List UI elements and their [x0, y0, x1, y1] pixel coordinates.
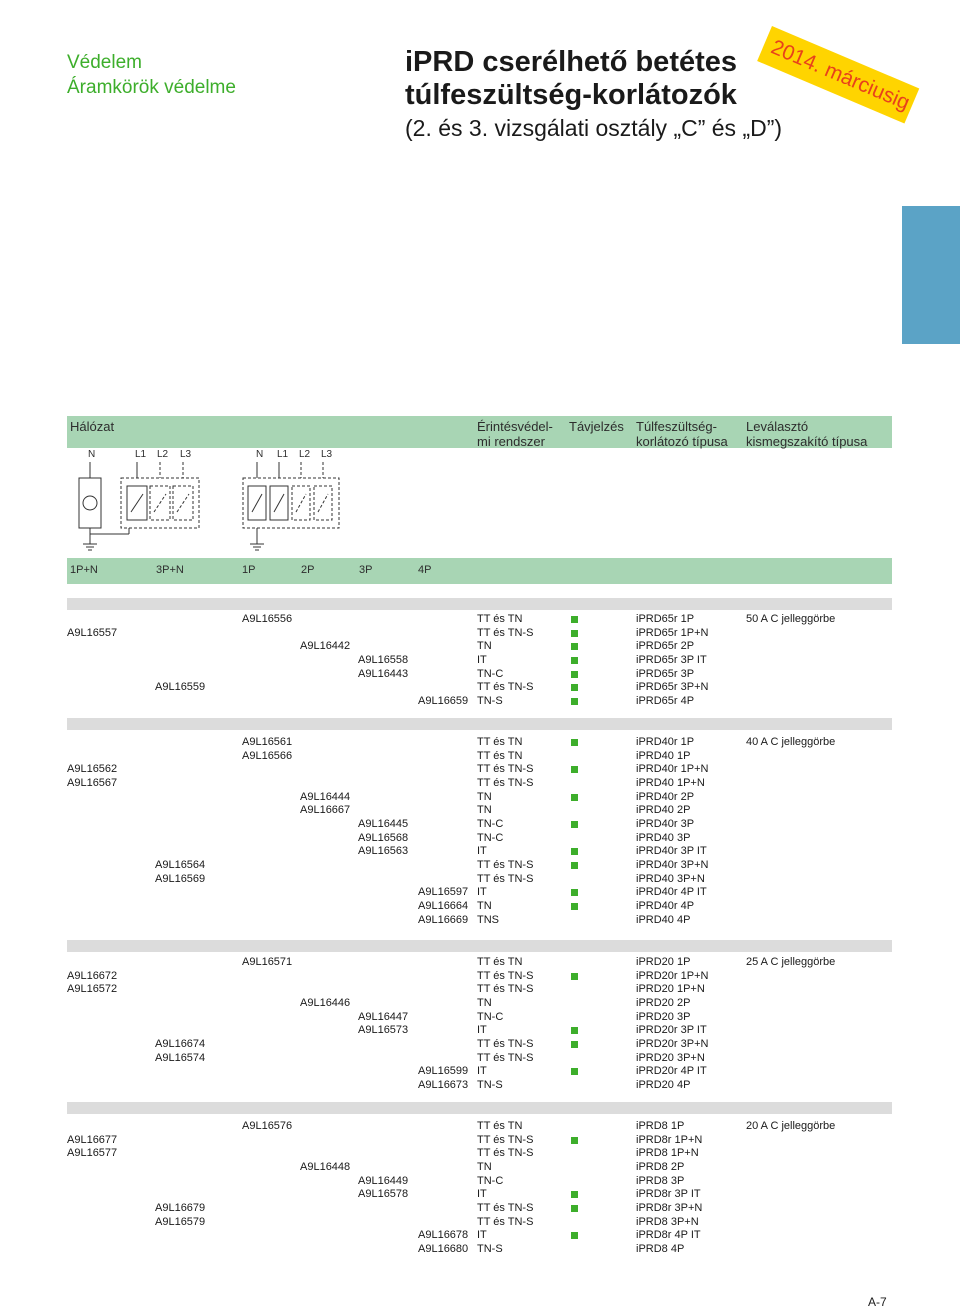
spd-type: iPRD65r 3P IT	[636, 654, 707, 666]
earthing-system: TN	[477, 899, 492, 912]
earthing-system: TT és TN-S	[477, 858, 534, 871]
earthing-system: TT és TN-S	[477, 681, 534, 694]
table-row	[0, 1078, 960, 1092]
earthing-system: TT és TN-S	[477, 626, 534, 639]
earthing-system: TT és TN-S	[477, 1051, 534, 1064]
spd-type: iPRD20 1P+N	[636, 983, 705, 996]
remote-signal-indicator-icon	[571, 1068, 578, 1075]
varistor-mark	[296, 494, 306, 512]
earthing-system: TT és TN-S	[477, 1133, 534, 1146]
varistor-mark	[274, 494, 284, 512]
earthing-system: TN	[477, 790, 492, 803]
spd-type: iPRD40r 3P	[636, 817, 695, 830]
breaker-type: 25 A C jelleggörbe	[746, 956, 836, 968]
catalog-number: A9L16557	[67, 626, 118, 639]
group-separator	[67, 718, 892, 730]
catalog-number: A9L16573	[358, 1024, 409, 1037]
catalog-number: A9L16445	[358, 817, 409, 830]
section-title	[67, 50, 236, 100]
remote-signal-indicator-icon	[571, 848, 578, 855]
catalog-number: A9L16672	[67, 969, 118, 982]
spark-gap-icon	[83, 496, 97, 510]
side-tab-marker	[902, 206, 960, 344]
catalog-number: A9L16562	[67, 763, 118, 776]
table-row	[0, 1228, 960, 1242]
header-protection-line2: mi rendszer	[477, 434, 545, 449]
spd-type: iPRD40r 4P IT	[636, 886, 707, 899]
earthing-system: TT és TN-S	[477, 1037, 534, 1050]
pole-label: L2	[299, 449, 311, 460]
remote-signal-indicator-icon	[571, 862, 578, 869]
catalog-number: A9L16578	[358, 1188, 409, 1201]
catalog-number: A9L16576	[242, 1120, 293, 1132]
page-number: A-7	[868, 1295, 887, 1309]
table-row	[0, 1242, 960, 1256]
earthing-system: TT és TN-S	[477, 777, 534, 789]
table-row	[0, 885, 960, 899]
catalog-number: A9L16669	[418, 913, 469, 926]
earthing-system: TN	[477, 1161, 492, 1173]
spd-type: iPRD8r 4P IT	[636, 1229, 701, 1242]
header-spd-line2: korlátozó típusa	[636, 434, 728, 449]
table-row	[0, 1160, 960, 1174]
table-row	[0, 749, 960, 763]
earthing-system: TT és TN-S	[477, 1147, 534, 1160]
spd-type: iPRD20r 1P+N	[636, 969, 709, 982]
catalog-number: A9L16571	[242, 956, 293, 968]
wiring-schematic	[67, 462, 357, 554]
spd-type: iPRD40r 1P	[636, 736, 695, 748]
spd-type: iPRD8r 3P IT	[636, 1188, 701, 1201]
spd-type: iPRD65r 4P	[636, 694, 695, 707]
remote-signal-indicator-icon	[571, 671, 578, 678]
catalog-number: A9L16579	[155, 1215, 206, 1228]
spd-type: iPRD65r 1P+N	[636, 626, 709, 639]
header-protection-line1: Érintésvédel-	[477, 419, 553, 434]
earthing-system: TN-S	[477, 1078, 503, 1091]
remote-signal-indicator-icon	[571, 1041, 578, 1048]
spd-type: iPRD20r 3P+N	[636, 1037, 709, 1050]
catalog-number: A9L16674	[155, 1037, 206, 1050]
spd-type: iPRD8r 3P+N	[636, 1201, 703, 1214]
catalog-number: A9L16679	[155, 1201, 206, 1214]
catalog-number: A9L16567	[67, 777, 118, 789]
catalog-number: A9L16659	[418, 694, 469, 707]
group-separator	[67, 1102, 892, 1114]
table-row	[0, 996, 960, 1010]
type-label-3p-n: 3P+N	[156, 564, 184, 576]
table-row	[0, 1010, 960, 1024]
table-row	[0, 872, 960, 886]
earthing-system: TT és TN-S	[477, 872, 534, 885]
earthing-system: TT és TN-S	[477, 969, 534, 982]
table-row	[0, 735, 960, 749]
gap-box	[79, 478, 101, 528]
spd-type: iPRD20 1P	[636, 956, 691, 968]
header-breaker-line2: kismegszakító típusa	[746, 434, 868, 449]
earthing-system: TN-C	[477, 1174, 504, 1187]
catalog-number: A9L16667	[300, 804, 351, 817]
page-title-line2: túlfeszültség-korlátozók	[405, 79, 737, 111]
header-breaker-type	[746, 419, 867, 449]
spd-type: iPRD40 4P	[636, 913, 691, 926]
varistor-mark	[177, 494, 189, 512]
catalog-number: A9L16572	[67, 983, 118, 996]
page-title-line1: iPRD cserélhető betétes	[405, 46, 738, 78]
earthing-system: TT és TN-S	[477, 1201, 534, 1214]
table-row	[0, 1051, 960, 1065]
spd-type: iPRD40r 1P+N	[636, 763, 709, 776]
catalog-number: A9L16574	[155, 1051, 206, 1064]
catalog-number: A9L16446	[300, 997, 351, 1009]
earthing-system: TN	[477, 804, 492, 817]
earthing-system: TN-C	[477, 831, 504, 844]
header-network: Hálózat	[70, 419, 115, 434]
date-stamp: 2014. márciusig	[757, 26, 919, 123]
catalog-number: A9L16677	[67, 1133, 118, 1146]
spd-type: iPRD8r 1P+N	[636, 1133, 703, 1146]
remote-signal-indicator-icon	[571, 698, 578, 705]
catalog-number: A9L16556	[242, 613, 293, 625]
remote-signal-indicator-icon	[571, 643, 578, 650]
type-label-3p: 3P	[359, 564, 373, 576]
breaker-type: 40 A C jelleggörbe	[746, 736, 836, 748]
type-label-4p: 4P	[418, 564, 432, 576]
remote-signal-indicator-icon	[571, 630, 578, 637]
earthing-system: IT	[477, 654, 487, 666]
remote-signal-indicator-icon	[571, 616, 578, 623]
earthing-system: TT és TN-S	[477, 1215, 534, 1228]
pole-label: L1	[135, 449, 147, 460]
spd-type: iPRD20 4P	[636, 1078, 691, 1091]
table-row	[0, 831, 960, 845]
table-row	[0, 1037, 960, 1051]
pole-label: L2	[157, 449, 169, 460]
earthing-system: TT és TN-S	[477, 763, 534, 776]
catalog-number: A9L16444	[300, 790, 351, 803]
earthing-system: IT	[477, 1065, 487, 1078]
header-breaker-line1: Leválasztó	[746, 419, 809, 434]
remote-signal-indicator-icon	[571, 821, 578, 828]
spd-type: iPRD40 2P	[636, 804, 691, 817]
earthing-system: IT	[477, 1024, 487, 1037]
spd-type: iPRD20 3P+N	[636, 1051, 705, 1064]
table-row	[0, 776, 960, 790]
earthing-system: TT és TN	[477, 613, 523, 625]
spd-type: iPRD40r 3P+N	[636, 858, 709, 871]
spd-type: iPRD40 3P+N	[636, 872, 705, 885]
varistor-mark	[154, 494, 166, 512]
table-row	[0, 612, 960, 626]
remote-signal-indicator-icon	[571, 1137, 578, 1144]
earthing-system: IT	[477, 845, 487, 858]
spd-type: iPRD8 4P	[636, 1242, 685, 1255]
catalog-number: A9L16563	[358, 845, 409, 858]
catalog-number: A9L16673	[418, 1078, 469, 1091]
spd-type: iPRD20r 4P IT	[636, 1065, 707, 1078]
table-row	[0, 1064, 960, 1078]
table-row	[0, 858, 960, 872]
table-row	[0, 803, 960, 817]
catalog-number: A9L16447	[358, 1010, 409, 1023]
table-row	[0, 817, 960, 831]
pole-label: N	[88, 449, 96, 460]
spd-type: iPRD65r 1P	[636, 613, 695, 625]
spd-type: iPRD40 1P+N	[636, 777, 705, 789]
varistor-mark	[131, 494, 143, 512]
table-row	[0, 694, 960, 708]
pole-type-band	[67, 558, 892, 584]
spd-type: iPRD65r 3P+N	[636, 681, 709, 694]
table-row	[0, 1174, 960, 1188]
type-label-1p: 1P	[242, 564, 256, 576]
page-title	[405, 46, 737, 112]
catalog-number: A9L16568	[358, 831, 409, 844]
group-separator	[67, 940, 892, 952]
table-row	[0, 653, 960, 667]
spd-type: iPRD40r 4P	[636, 899, 695, 912]
earthing-system: TN	[477, 997, 492, 1009]
earthing-system: TN-S	[477, 694, 503, 707]
earthing-system: IT	[477, 1229, 487, 1242]
spd-type: iPRD20r 3P IT	[636, 1024, 707, 1037]
catalog-number: A9L16599	[418, 1065, 469, 1078]
earthing-system: TT és TN	[477, 749, 523, 762]
remote-signal-indicator-icon	[571, 1191, 578, 1198]
catalog-number: A9L16564	[155, 858, 206, 871]
catalog-number: A9L16678	[418, 1229, 469, 1242]
catalog-number: A9L16443	[358, 667, 409, 680]
table-row	[0, 639, 960, 653]
breaker-type: 20 A C jelleggörbe	[746, 1120, 836, 1132]
remote-signal-indicator-icon	[571, 657, 578, 664]
catalog-number: A9L16577	[67, 1147, 118, 1160]
table-row	[0, 626, 960, 640]
table-row	[0, 1146, 960, 1160]
remote-signal-indicator-icon	[571, 684, 578, 691]
earthing-system: TNS	[477, 913, 499, 926]
table-row	[0, 969, 960, 983]
table-row	[0, 1215, 960, 1229]
remote-signal-indicator-icon	[571, 766, 578, 773]
table-row	[0, 680, 960, 694]
table-row	[0, 667, 960, 681]
spd-type: iPRD65r 3P	[636, 667, 695, 680]
header-remote-signal: Távjelzés	[569, 419, 624, 434]
earthing-system: TN-C	[477, 667, 504, 680]
group-separator	[67, 598, 892, 610]
catalog-number: A9L16561	[242, 736, 293, 748]
pole-label: L3	[321, 449, 333, 460]
table-row	[0, 1201, 960, 1215]
spd-type: iPRD40 1P	[636, 749, 691, 762]
spd-type: iPRD40r 3P IT	[636, 845, 707, 858]
earthing-system: IT	[477, 1188, 487, 1201]
table-row	[0, 982, 960, 996]
remote-signal-indicator-icon	[571, 973, 578, 980]
table-row	[0, 955, 960, 969]
table-row	[0, 1023, 960, 1037]
pole-label: L1	[277, 449, 289, 460]
varistor-mark	[318, 494, 328, 512]
catalog-number: A9L16597	[418, 886, 469, 899]
header-spd-type	[636, 419, 728, 449]
remote-signal-indicator-icon	[571, 889, 578, 896]
table-row	[0, 1133, 960, 1147]
remote-signal-indicator-icon	[571, 1027, 578, 1034]
remote-signal-indicator-icon	[571, 794, 578, 801]
catalog-number: A9L16449	[358, 1174, 409, 1187]
catalog-number: A9L16558	[358, 654, 409, 666]
earthing-system: IT	[477, 886, 487, 899]
breaker-type: 50 A C jelleggörbe	[746, 613, 836, 625]
earthing-system: TN-C	[477, 817, 504, 830]
spd-type: iPRD8 1P	[636, 1120, 685, 1132]
spd-type: iPRD8 3P+N	[636, 1215, 699, 1228]
earthing-system: TT és TN	[477, 736, 523, 748]
earthing-system: TT és TN	[477, 956, 523, 968]
table-row	[0, 913, 960, 927]
remote-signal-indicator-icon	[571, 903, 578, 910]
table-row	[0, 844, 960, 858]
catalog-number: A9L16442	[300, 640, 351, 653]
table-row	[0, 899, 960, 913]
spd-type: iPRD40 3P	[636, 831, 691, 844]
type-label-2p: 2P	[301, 564, 315, 576]
earthing-system: TT és TN	[477, 1120, 523, 1132]
header-spd-line1: Túlfeszültség-	[636, 419, 717, 434]
earthing-system: TN-C	[477, 1010, 504, 1023]
header-protection	[477, 419, 553, 449]
remote-signal-indicator-icon	[571, 739, 578, 746]
earthing-system: TT és TN-S	[477, 983, 534, 996]
pole-label: L3	[180, 449, 192, 460]
type-label-1p-n: 1P+N	[70, 564, 98, 576]
catalog-number: A9L16680	[418, 1242, 469, 1255]
earthing-system: TN-S	[477, 1242, 503, 1255]
spd-type: iPRD8 1P+N	[636, 1147, 699, 1160]
table-row	[0, 762, 960, 776]
pole-label: N	[256, 449, 264, 460]
table-row	[0, 790, 960, 804]
earthing-system: TN	[477, 640, 492, 653]
catalog-number: A9L16448	[300, 1161, 351, 1173]
spd-type: iPRD8 2P	[636, 1161, 685, 1173]
section-title-line1: Védelem	[67, 52, 142, 73]
varistor-mark	[252, 494, 262, 512]
spd-type: iPRD20 3P	[636, 1010, 691, 1023]
catalog-number: A9L16569	[155, 872, 206, 885]
spd-type: iPRD40r 2P	[636, 790, 695, 803]
spd-type: iPRD65r 2P	[636, 640, 695, 653]
remote-signal-indicator-icon	[571, 1232, 578, 1239]
section-title-line2: Áramkörök védelme	[67, 77, 236, 98]
table-row	[0, 1187, 960, 1201]
spd-type: iPRD20 2P	[636, 997, 691, 1009]
spd-type: iPRD8 3P	[636, 1174, 685, 1187]
page-subtitle: (2. és 3. vizsgálati osztály „C” és „D”)	[405, 115, 783, 141]
catalog-number: A9L16559	[155, 681, 206, 694]
remote-signal-indicator-icon	[571, 1205, 578, 1212]
catalog-number: A9L16664	[418, 899, 469, 912]
catalog-number: A9L16566	[242, 749, 293, 762]
table-row	[0, 1119, 960, 1133]
